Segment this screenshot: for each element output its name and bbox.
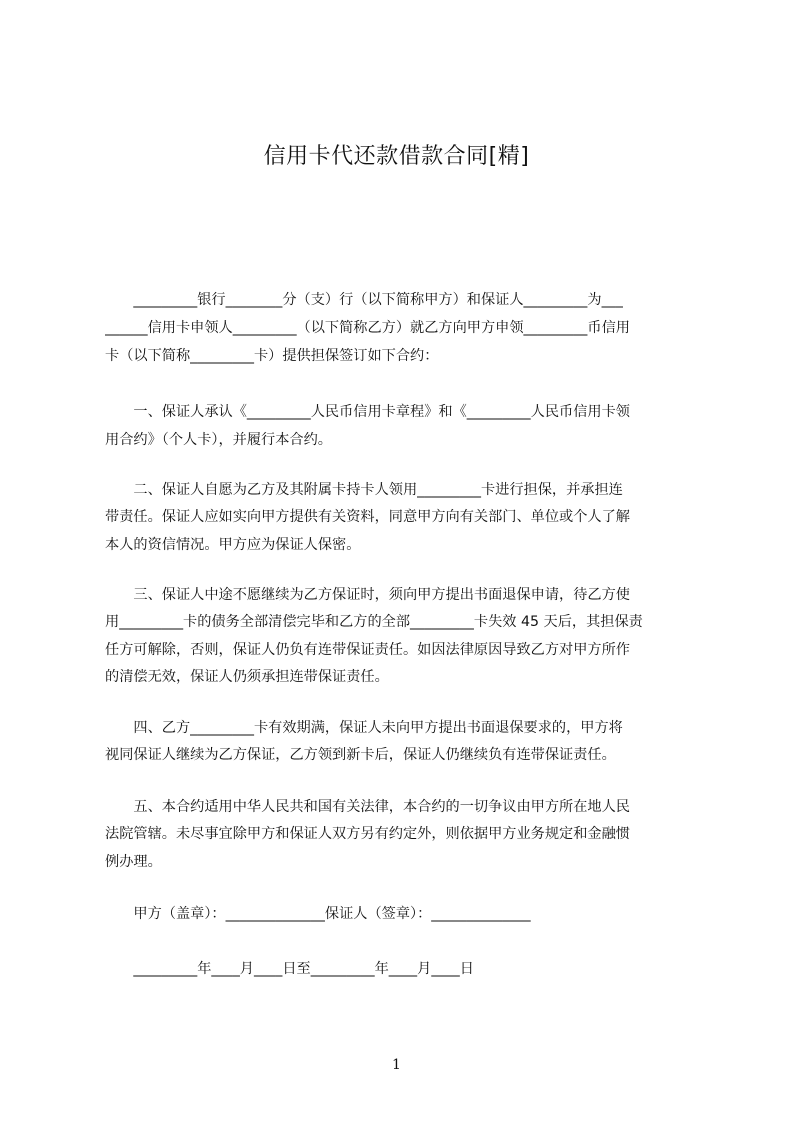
clause-4-line-1: 四、乙方_________卡有效期满，保证人未向甲方提出书面退保要求的，甲方将 [105,720,623,736]
clause-3-line-3: 任方可解除，否则，保证人仍负有连带保证责任。如因法律原因导致乙方对甲方所作 [105,642,630,658]
page-number: 1 [392,1057,401,1073]
clause-4-line-2: 视同保证人继续为乙方保证，乙方领到新卡后，保证人仍继续负有连带保证责任。 [105,747,616,763]
clause-3-line-4: 的清偿无效，保证人仍须承担连带保证责任。 [105,669,389,685]
clause-5-line-2: 法院管辖。未尽事宜除甲方和保证人双方另有约定外，则依据甲方业务规定和金融惯 [105,826,630,842]
clause-2-line-2: 带责任。保证人应如实向甲方提供有关资料，同意甲方向有关部门、单位或个人了解 [105,509,630,525]
clause-1-line-1: 一、保证人承认《_________人民币信用卡章程》和《_________人民币信用卡领 [105,404,630,420]
intro-line-3: 卡（以下简称_________卡）提供担保签订如下合约： [105,348,439,364]
clause-1-line-2: 用合约》（个人卡），并履行本合约。 [105,432,332,448]
intro-line-2: ______信用卡申领人_________（以下简称乙方）就乙方向甲方申领_________币信用 [105,320,630,336]
date-line: _________年____月____日至_________年____月____日 [105,961,474,977]
intro-line-1: _________银行________分（支）行（以下简称甲方）和保证人_________为___ [105,292,623,308]
clause-5-line-1: 五、本合约适用中华人民共和国有关法律，本合约的一切争议由甲方所在地人民 [105,799,630,815]
clause-3-line-2: 用_________卡的债务全部清偿完毕和乙方的全部_________卡失效 45 天后，其担保责 [105,614,643,630]
clause-3-line-1: 三、保证人中途不愿继续为乙方保证时，须向甲方提出书面退保申请，待乙方使 [105,587,630,603]
clause-2-line-1: 二、保证人自愿为乙方及其附属卡持卡人领用_________卡进行担保，并承担连 [105,482,623,498]
clause-2-line-3: 本人的资信情况。甲方应为保证人保密。 [105,537,361,553]
clause-5-line-3: 例办理。 [105,854,162,870]
signature-line: 甲方（盖章）：______________保证人（签章）：______________ [105,906,531,922]
document-title: 信用卡代还款借款合同[精] [263,144,530,169]
